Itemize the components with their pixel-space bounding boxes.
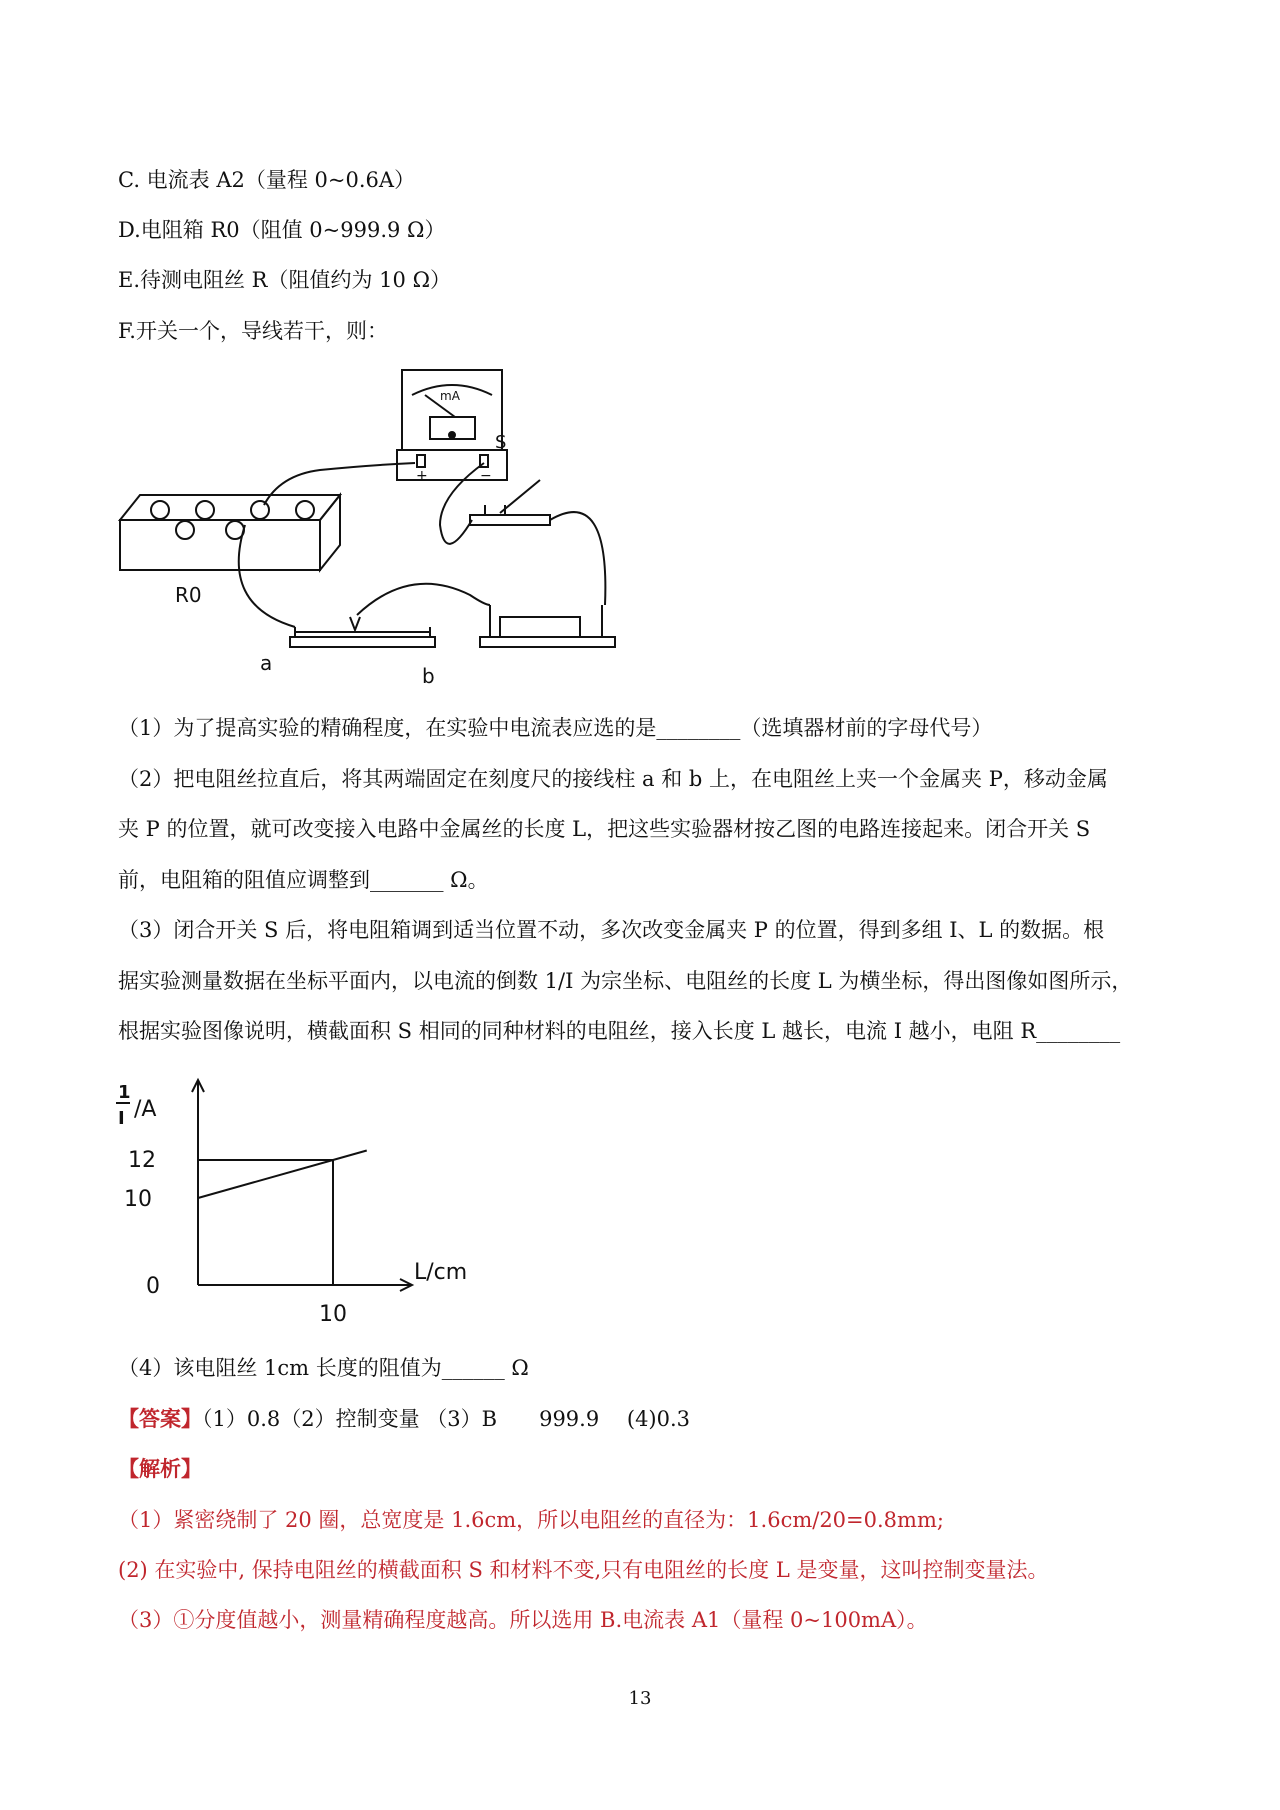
x-tick-label: 10 — [319, 1302, 347, 1327]
option-e: E.待测电阻丝 R（阻值约为 10 Ω） — [118, 268, 451, 292]
question-3-line-3: 根据实验图像说明，横截面积 S 相同的同种材料的电阻丝，接入长度 L 越长，电流 I 越小，电阻 R________ — [118, 1019, 1121, 1043]
question-1: （1）为了提高实验的精确程度，在实验中电流表应选的是________（选填器材前的字母代号） — [118, 716, 993, 740]
ylabel-denominator: I — [118, 1108, 125, 1129]
minus-sign: − — [480, 468, 492, 484]
answer-tag: 【答案】 — [118, 1406, 202, 1431]
analysis-line-3: （3）①分度值越小，测量精确程度越高。所以选用 B.电流表 A1（量程 0~100mA）。 — [118, 1608, 928, 1632]
option-d: D.电阻箱 R0（阻值 0~999.9 Ω） — [118, 218, 446, 242]
question-2-line-1: （2）把电阻丝拉直后，将其两端固定在刻度尺的接线柱 a 和 b 上，在电阻丝上夹一个金属夹 P，移动金属 — [118, 767, 1108, 791]
ylabel-numerator: 1 — [118, 1082, 131, 1103]
question-2-line-3: 前，电阻箱的阻值应调整到_______ Ω。 — [118, 868, 489, 892]
origin-label: 0 — [146, 1274, 160, 1299]
circuit-diagram — [110, 365, 690, 695]
option-f: F.开关一个，导线若干，则： — [118, 319, 388, 343]
analysis-tag-text: 【解析】 — [118, 1456, 202, 1481]
plus-sign: + — [416, 468, 428, 484]
answer-text: （1）0.8（2）控制变量 （3）B 999.9 (4)0.3 — [202, 1407, 691, 1431]
y-tick-label: 10 — [124, 1187, 152, 1212]
switch-label: S — [495, 432, 507, 453]
y-tick-label: 12 — [128, 1148, 156, 1173]
box-label: R0 — [175, 583, 202, 607]
analysis-tag — [118, 1455, 202, 1483]
answer-line — [118, 1405, 690, 1433]
question-3-line-1: （3）闭合开关 S 后，将电阻箱调到适当位置不动，多次改变金属夹 P 的位置，得到多组 I、L 的数据。根 — [118, 918, 1105, 942]
meter-label: mA — [440, 389, 460, 403]
graph — [110, 1070, 480, 1340]
wire-scale — [290, 617, 435, 647]
switch — [470, 480, 550, 525]
analysis-line-1: （1）紧密绕制了 20 圈，总宽度是 1.6cm，所以电阻丝的直径为：1.6cm/20=0.8mm; — [118, 1508, 944, 1532]
battery — [480, 605, 615, 647]
x-axis-label: L/cm — [414, 1260, 468, 1285]
ylabel-unit: /A — [134, 1097, 157, 1122]
option-c: C. 电流表 A2（量程 0~0.6A） — [118, 168, 416, 192]
question-2-line-2: 夹 P 的位置，就可改变接入电路中金属丝的长度 L，把这些实验器材按乙图的电路连接起来。闭合开关 S — [118, 817, 1091, 841]
terminal-a-label: a — [260, 651, 273, 675]
question-3-line-2: 据实验测量数据在坐标平面内，以电流的倒数 1/I 为宗坐标、电阻丝的长度 L 为横坐标，得出图像如图所示， — [118, 969, 1133, 993]
resistance-box — [120, 495, 340, 570]
terminal-b-label: b — [422, 664, 435, 688]
analysis-line-2: (2) 在实验中, 保持电阻丝的横截面积 S 和材料不变,只有电阻丝的长度 L 是变量，这叫控制变量法。 — [118, 1558, 1049, 1582]
series-line — [198, 1151, 367, 1199]
question-4: （4）该电阻丝 1cm 长度的阻值为______ Ω — [118, 1356, 529, 1380]
page-number: 13 — [628, 1688, 652, 1709]
